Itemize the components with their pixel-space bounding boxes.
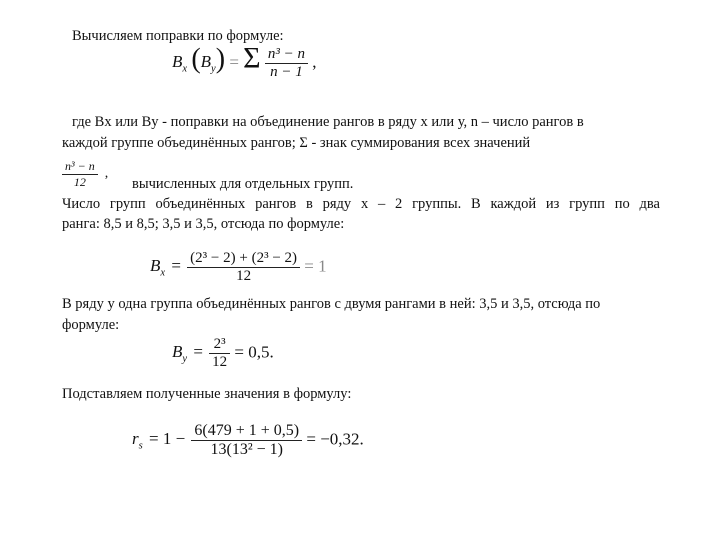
formula-rs: $r_s = 1$ − $\frac{6(479 + 1 + 0,5)}{\text{13(13² − 1)}}$ = −0,32. bbox=[132, 422, 364, 458]
where-line-1: где Bx или By - поправки на объединение рангов в ряду х или у, n – число рангов в bbox=[72, 114, 584, 130]
formula-by-result: = 0,5. bbox=[234, 342, 274, 362]
formula-by: $B_y$ = $\frac{\text{2³}}{12}$ = 0,5. bbox=[172, 336, 274, 370]
x-groups-line-2: ранга: 8,5 и 8,5; 3,5 и 3,5, отсюда по формуле: bbox=[62, 216, 345, 232]
y-groups-line-2: формуле: bbox=[62, 317, 120, 333]
formula-bx: $B_x$ = $\frac{\text{(2³ − 2) + (2³ − 2)}}{12}$ = 1 bbox=[150, 250, 327, 284]
inline-term-fraction: $\frac{\text{n³ − n}}{12}$ bbox=[62, 159, 98, 190]
formula-general-bx: $B_x$ bbox=[172, 52, 188, 75]
where-line-3: вычисленных для отдельных групп. bbox=[132, 176, 354, 192]
formula-by-lhs: $B_y$ bbox=[172, 342, 188, 365]
formula-bx-fraction: $\frac{\text{(2³ − 2) + (2³ − 2)}}{12}$ bbox=[187, 250, 300, 285]
formula-general-fraction: $\frac{\text{n³ − n}}{n - 1}$ bbox=[265, 46, 308, 81]
formula-by-fraction: $\frac{\text{2³}}{12}$ bbox=[209, 336, 230, 371]
intro-text: Вычисляем поправки по формуле: bbox=[72, 28, 284, 44]
equals-sign: = bbox=[229, 52, 239, 72]
sigma-symbol: Σ bbox=[243, 41, 261, 75]
formula-general-by: $B_y$ bbox=[200, 52, 216, 75]
substitute-text: Подставляем полученные значения в формулу: bbox=[62, 386, 352, 402]
formula-rs-lhs: $r_s$ bbox=[132, 429, 143, 452]
where-line-2: каждой группе объединённых рангов; Σ - знак суммирования всех значений bbox=[62, 135, 531, 151]
formula-rs-result: = −0,32. bbox=[306, 429, 364, 449]
formula-general: $B_x$ $(B_y) = \Sigma$ $\frac{\text{n³ − n}}{n - 1}$ , bbox=[172, 41, 317, 80]
formula-rs-fraction: $\frac{6(479 + 1 + 0,5)}{\text{13(13² − 1)}}$ bbox=[191, 422, 302, 459]
y-groups-line-1: В ряду у одна группа объединённых рангов с двумя рангами в ней: 3,5 и 3,5, отсюда по bbox=[62, 296, 601, 312]
formula-bx-result: = 1 bbox=[304, 256, 327, 276]
inline-term: $\frac{\text{n³ − n}}{12}$ , bbox=[62, 159, 108, 190]
x-groups-line-1: Число групп объединённых рангов в ряду х – 2 группы. В каждой из групп по два bbox=[62, 196, 660, 212]
formula-bx-lhs: $B_x$ bbox=[150, 256, 166, 279]
